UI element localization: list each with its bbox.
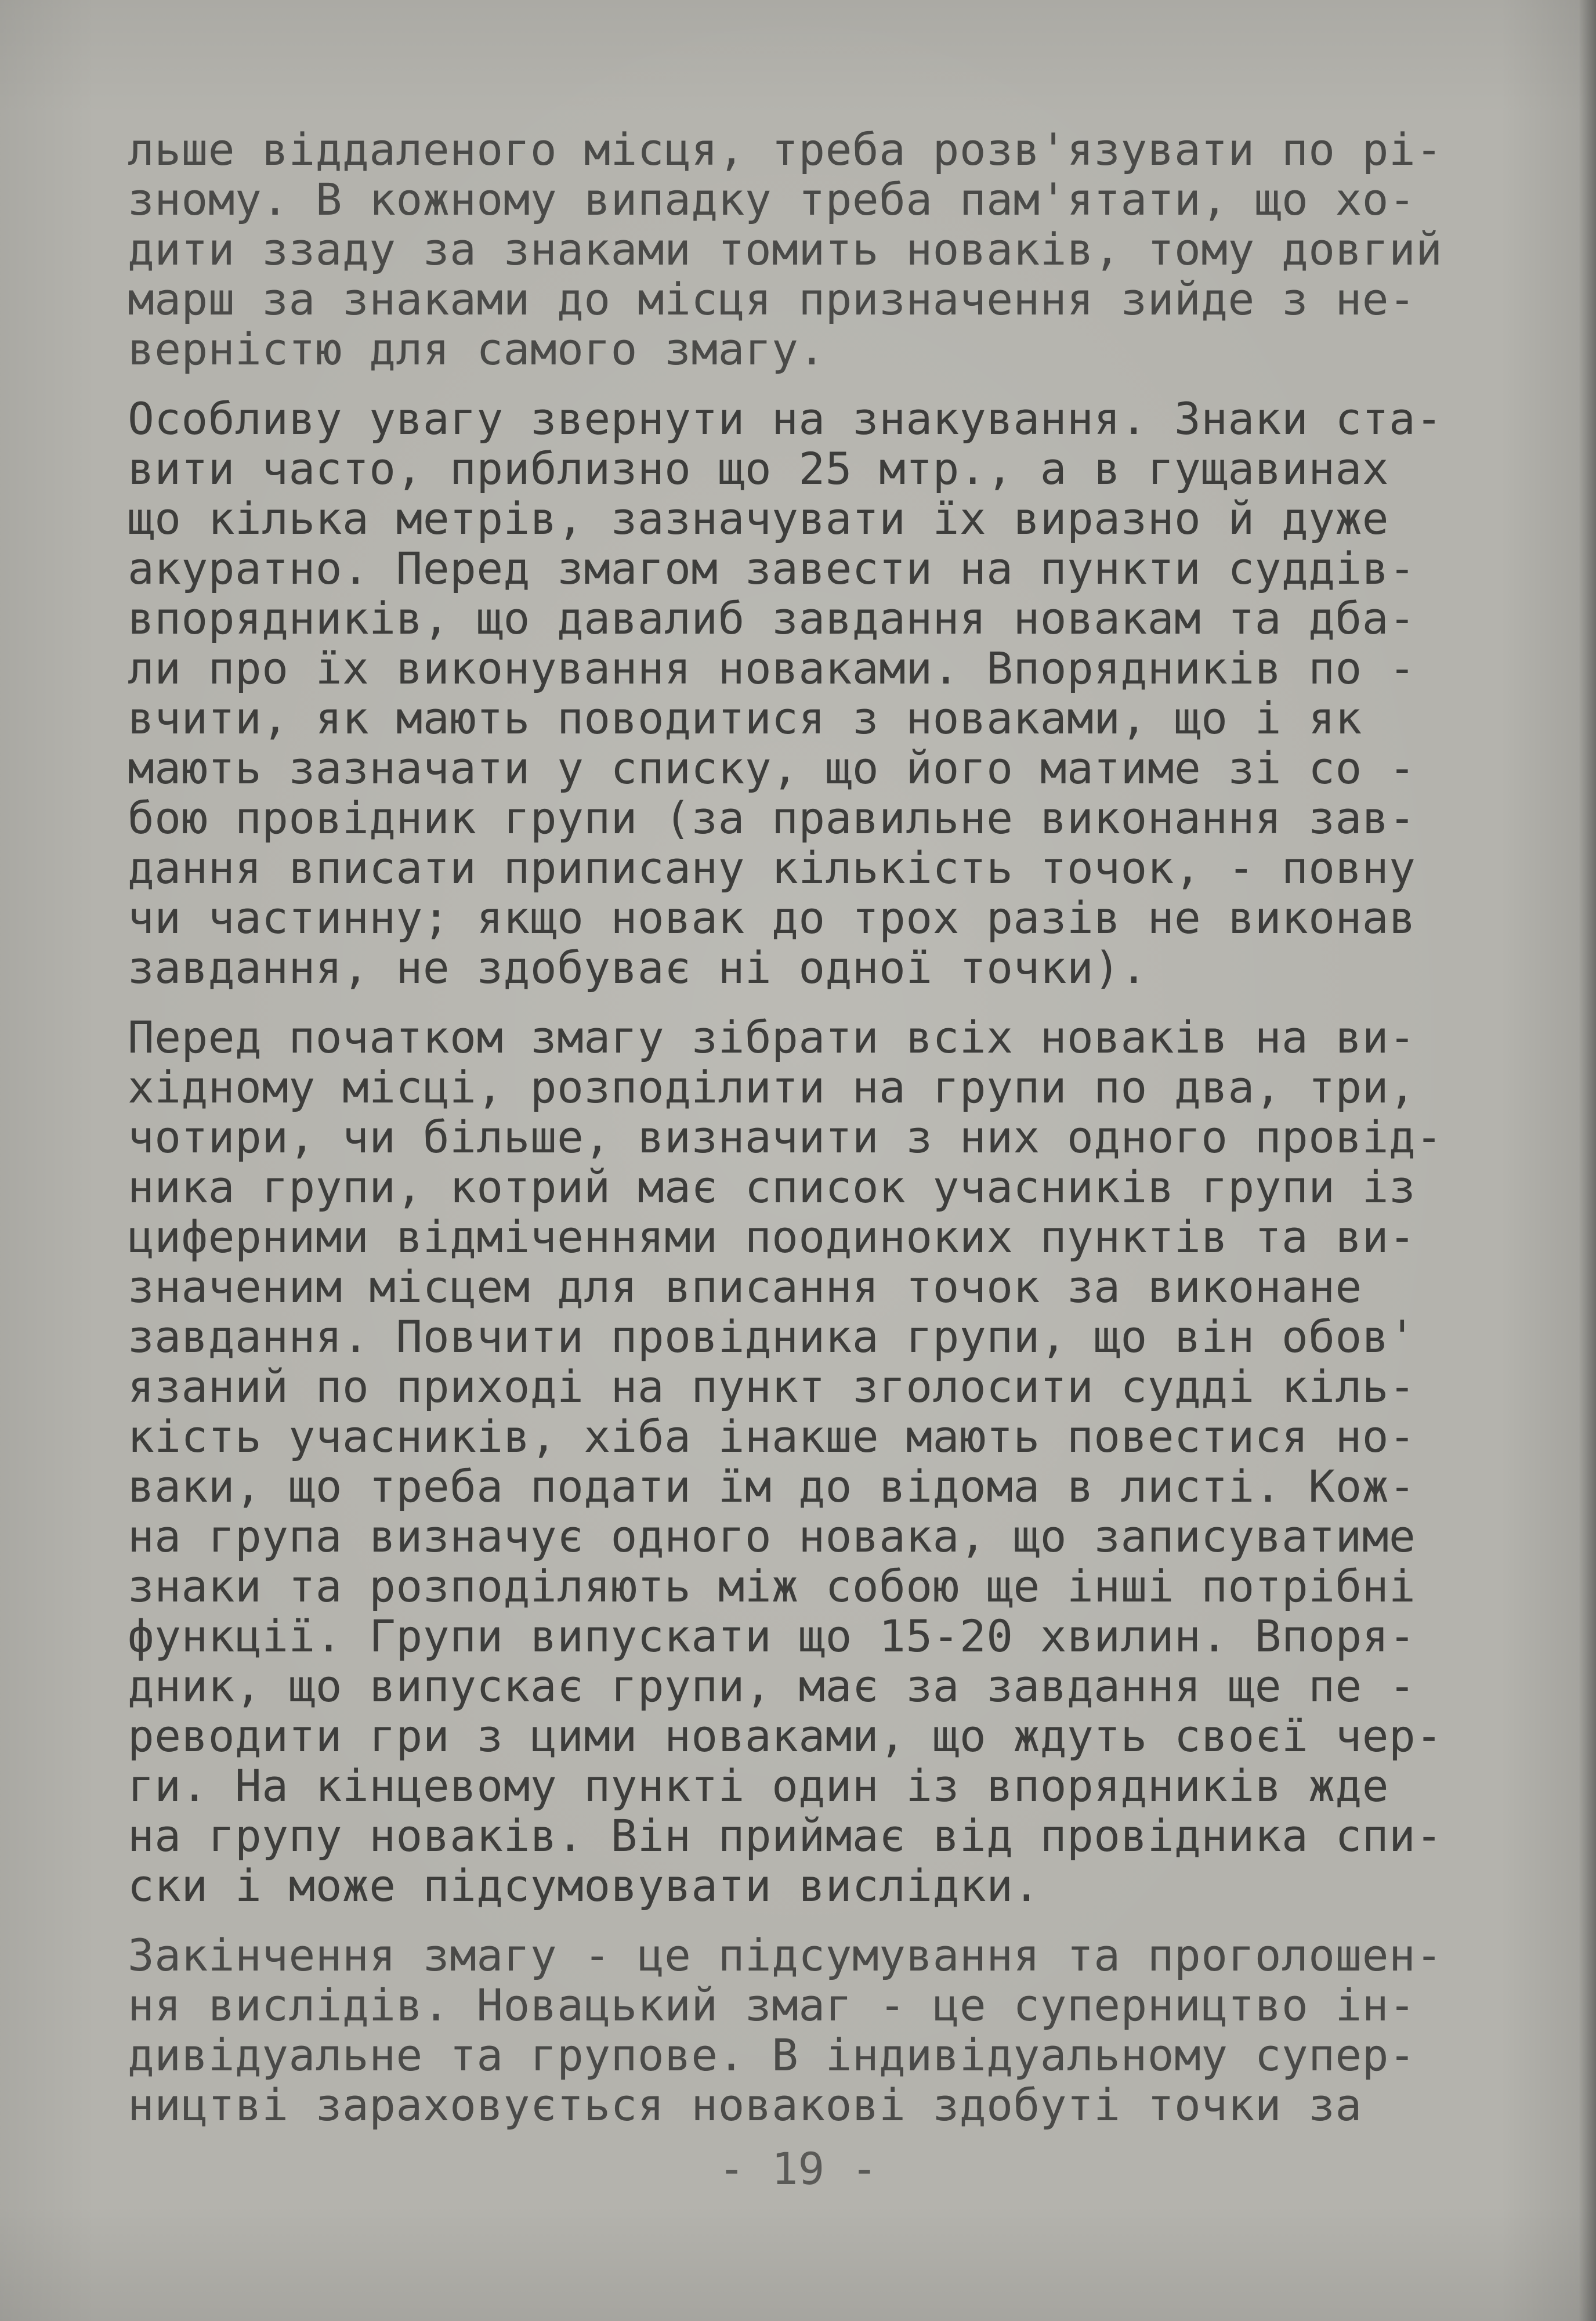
- text-line: ня вислідів. Новацький змаг - це суперництво ін-: [128, 1980, 1416, 2030]
- text-line: льше віддаленого місця, треба розв'язувати по рі-: [128, 125, 1443, 175]
- text-line: завдання. Повчити провідника групи, що він обов': [128, 1312, 1416, 1362]
- text-line: ництві зараховується новакові здобуті точки за: [128, 2080, 1362, 2130]
- text-line: бою провідник групи (за правильне виконання зав-: [128, 793, 1416, 843]
- text-line: Закінчення змагу - це підсумування та проголошен-: [128, 1930, 1443, 1980]
- text-line: марш за знаками до місця призначення зийде з не-: [128, 274, 1416, 324]
- text-line: на групу новаків. Він приймає від провідника спи-: [128, 1811, 1443, 1861]
- text-line: ски і може підсумовувати вислідки.: [128, 1861, 1040, 1911]
- paragraph-4: [128, 1930, 1532, 2130]
- text-line: чотири, чи більше, визначити з них одного провід-: [128, 1112, 1443, 1162]
- text-line: кість учасників, хіба інакше мають повестися но-: [128, 1412, 1416, 1462]
- page-number: - 19 -: [718, 2143, 878, 2195]
- text-line: верністю для самого змагу.: [128, 324, 826, 374]
- text-line: дання вписати приписану кількість точок, - повну: [128, 843, 1416, 893]
- text-line: ги. На кінцевому пункті один із впорядників жде: [128, 1761, 1389, 1811]
- text-line: завдання, не здобуває ні одної точки).: [128, 943, 1148, 993]
- text-line: що кілька метрів, зазначувати їх виразно й дуже: [128, 494, 1389, 544]
- typewritten-text: [128, 125, 1532, 2150]
- text-line: дник, що випускає групи, має за завдання ще пе -: [128, 1661, 1416, 1711]
- text-line: дити ззаду за знаками томить новаків, тому довгий: [128, 225, 1443, 274]
- text-line: функції. Групи випускати що 15-20 хвилин. Впоря-: [128, 1611, 1416, 1661]
- text-line: хідному місці, розподілити на групи по два, три,: [128, 1062, 1416, 1112]
- text-line: язаний по приході на пункт зголосити судді кіль-: [128, 1362, 1416, 1412]
- text-line: Перед початком змагу зібрати всіх новаків на ви-: [128, 1013, 1416, 1062]
- text-line: ваки, що треба подати їм до відома в листі. Кож-: [128, 1462, 1416, 1512]
- text-line: мають зазначати у списку, що його матиме зі со -: [128, 743, 1416, 793]
- text-line: циферними відміченнями поодиноких пунктів та ви-: [128, 1212, 1416, 1262]
- text-line: значеним місцем для вписання точок за виконане: [128, 1262, 1362, 1312]
- text-line: впорядників, що давалиб завдання новакам та дба-: [128, 594, 1416, 643]
- text-line: дивідуальне та групове. В індивідуальному супер-: [128, 2030, 1416, 2080]
- text-line: знаки та розподіляють між собою ще інші потрібні: [128, 1561, 1416, 1611]
- text-line: Особливу увагу звернути на знакування. Знаки ста-: [128, 394, 1443, 444]
- text-line: на група визначує одного новака, що записуватиме: [128, 1512, 1416, 1561]
- text-line: чи частинну; якщо новак до трох разів не виконав: [128, 893, 1416, 943]
- paragraph-1: [128, 125, 1532, 374]
- text-line: реводити гри з цими новаками, що ждуть своєї чер-: [128, 1711, 1443, 1761]
- paragraph-2: [128, 394, 1532, 993]
- paragraph-3: [128, 1013, 1532, 1911]
- text-line: ника групи, котрий має список учасників групи із: [128, 1162, 1416, 1212]
- text-line: акуратно. Перед змагом завести на пункти суддів-: [128, 544, 1416, 594]
- text-line: ли про їх виконування новаками. Впорядників по -: [128, 643, 1416, 693]
- text-line: зному. В кожному випадку треба пам'ятати, що хо-: [128, 175, 1416, 225]
- page-edge-shadow: [1579, 0, 1596, 2321]
- text-line: вчити, як мають поводитися з новаками, що і як: [128, 693, 1362, 743]
- text-line: вити часто, приблизно що 25 мтр., а в гущавинах: [128, 444, 1389, 494]
